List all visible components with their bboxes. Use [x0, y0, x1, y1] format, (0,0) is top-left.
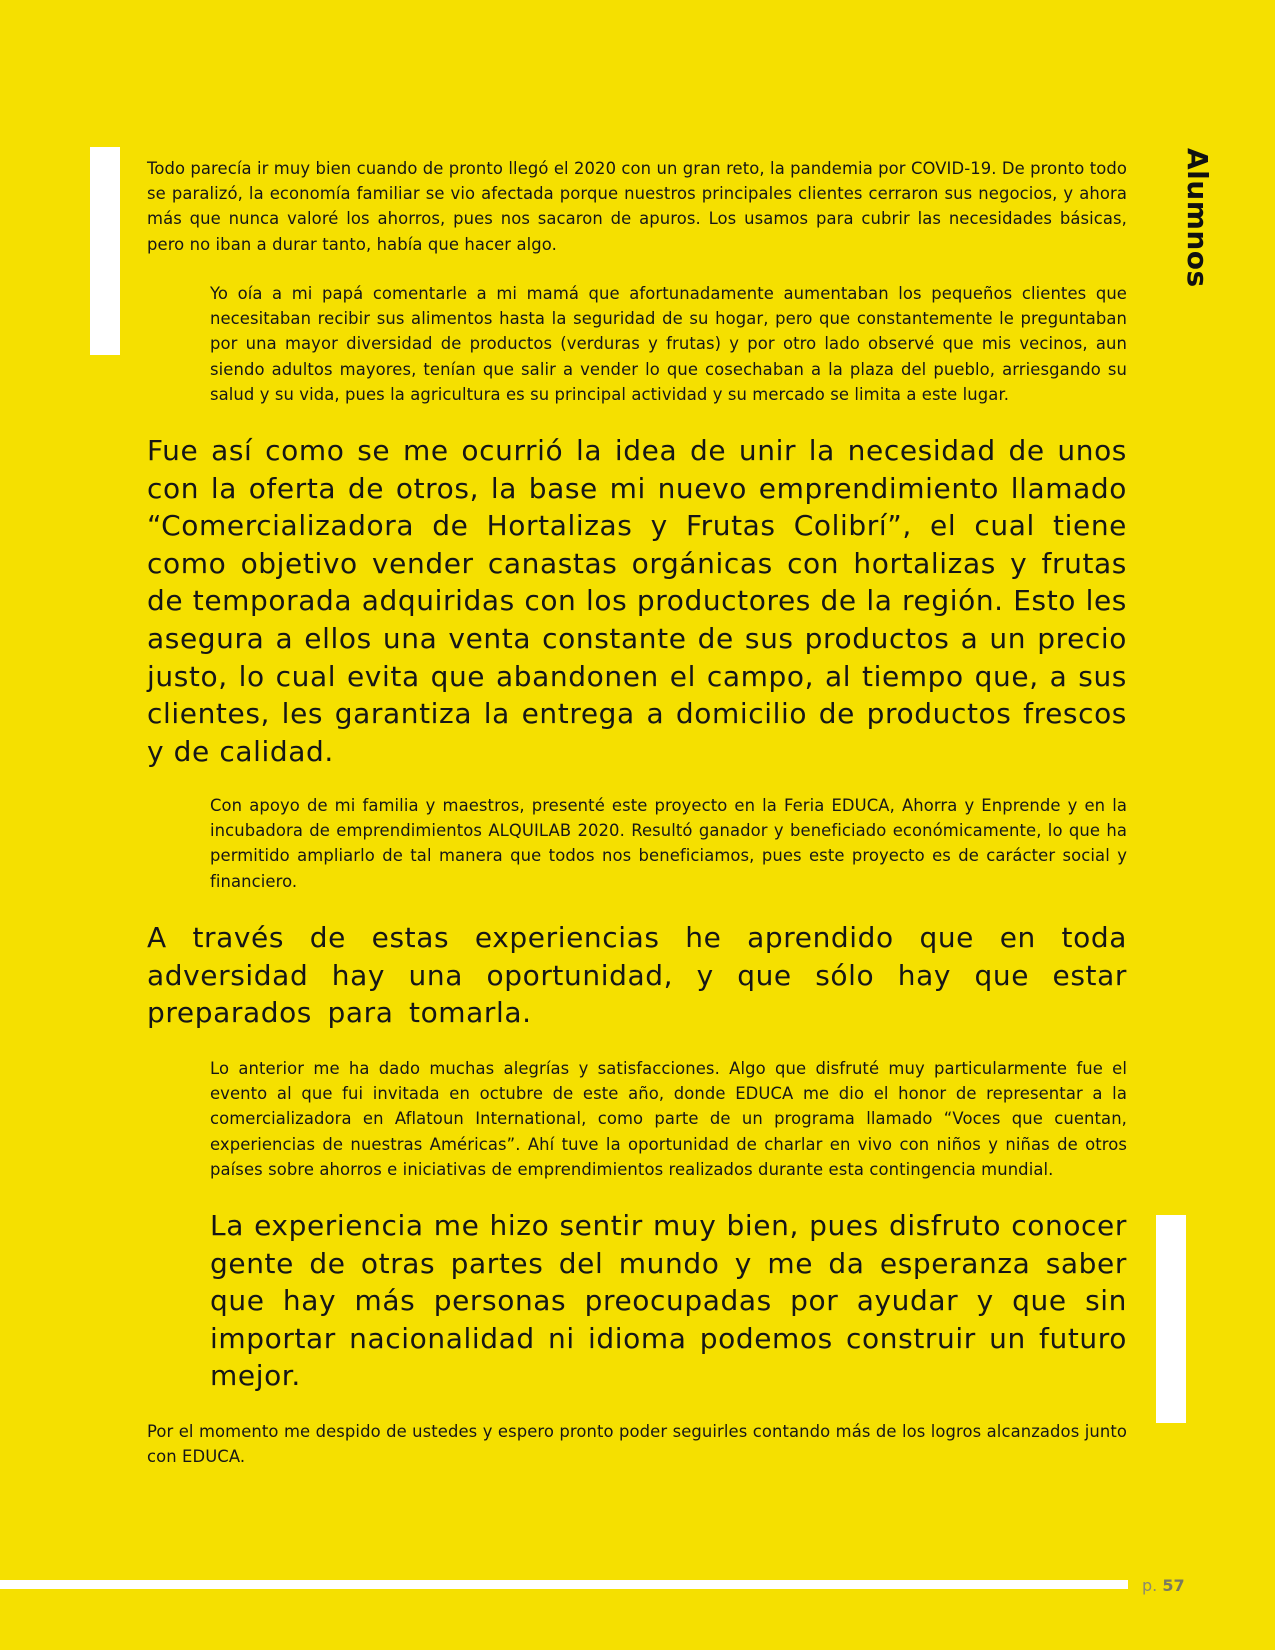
paragraph-closing: Por el momento me despido de ustedes y espero pronto poder seguirles contando más de los logros alcanzados junto con EDUCA.	[147, 1422, 1127, 1467]
page-number	[1142, 1576, 1185, 1595]
page-number-value: 57	[1162, 1576, 1185, 1595]
paragraph-support: Con apoyo de mi familia y maestros, presenté este proyecto en la Feria EDUCA, Ahorra y Enprende y en la incubadora de emprendimientos ALQUILAB 2020. Resultó ganador y beneficiado económicamente, lo que ha permitido ampliarlo de tal manera que todos nos beneficiamos, pues este proyecto es de carácter social y financiero.	[210, 796, 1127, 891]
page-number-prefix: p.	[1142, 1576, 1158, 1595]
decorative-bar-top-left	[90, 147, 120, 355]
paragraph-intro: Todo parecía ir muy bien cuando de pronto llegó el 2020 con un gran reto, la pandemia por COVID-19. De pronto todo se paralizó, la economía familiar se vio afectada porque nuestros principales clientes cerraron sus negocios, y ahora más que nunca valoré los ahorros, pues nos sacaron de apuros. Los usamos para cubrir las necesidades básicas, pero no iban a durar tanto, había que hacer algo.	[147, 159, 1127, 254]
footer-rule	[0, 1580, 1128, 1589]
paragraph-event: Lo anterior me ha dado muchas alegrías y satisfacciones. Algo que disfruté muy particularmente fue el evento al que fui invitada en octubre de este año, donde EDUCA me dio el honor de representar a la comercializadora en Aflatoun International, como parte de un programa llamado “Voces que cuentan, experiencias de nuestras Américas”. Ahí tuve la oportunidad de charlar en vivo con niños y niñas de otros países sobre ahorros e iniciativas de emprendimientos realizados durante esta contingencia mundial.	[210, 1059, 1127, 1179]
paragraph-parents: Yo oía a mi papá comentarle a mi mamá que afortunadamente aumentaban los pequeños clientes que necesitaban recibir sus alimentos hasta la seguridad de su hogar, pero que constantemente le preguntaban por una mayor diversidad de productos (verduras y frutas) y por otro lado observé que mis vecinos, aun siendo adultos mayores, tenían que salir a vender lo que cosechaban a la plaza del pueblo, arriesgando su salud y su vida, pues la agricultura es su principal actividad y su mercado se limita a este lugar.	[210, 284, 1127, 404]
highlight-experience: La experiencia me hizo sentir muy bien, pues disfruto conocer gente de otras partes del mundo y me da esperanza saber que hay más personas preocupadas por ayudar y que sin importar nacionalidad ni idioma podemos construir un futuro mejor.	[210, 1209, 1127, 1393]
highlight-lesson: A través de estas experiencias he aprendido que en toda adversidad hay una oportunidad, y que sólo hay que estar preparados para tomarla.	[147, 921, 1127, 1030]
decorative-bar-right	[1156, 1215, 1186, 1423]
highlight-business-idea: Fue así como se me ocurrió la idea de unir la necesidad de unos con la oferta de otros, la base mi nuevo emprendimiento llamado “Comercializadora de Hortalizas y Frutas Colibrí”, el cual tiene como objetivo vender canastas orgánicas con hortalizas y frutas de temporada adquiridas con los productores de la región. Esto les asegura a ellos una venta constante de sus productos a un precio justo, lo cual evita que abandonen el campo, al tiempo que, a sus clientes, les garantiza la entrega a domicilio de productos frescos y de calidad.	[147, 434, 1127, 768]
section-label: Alumnos	[1181, 148, 1214, 288]
